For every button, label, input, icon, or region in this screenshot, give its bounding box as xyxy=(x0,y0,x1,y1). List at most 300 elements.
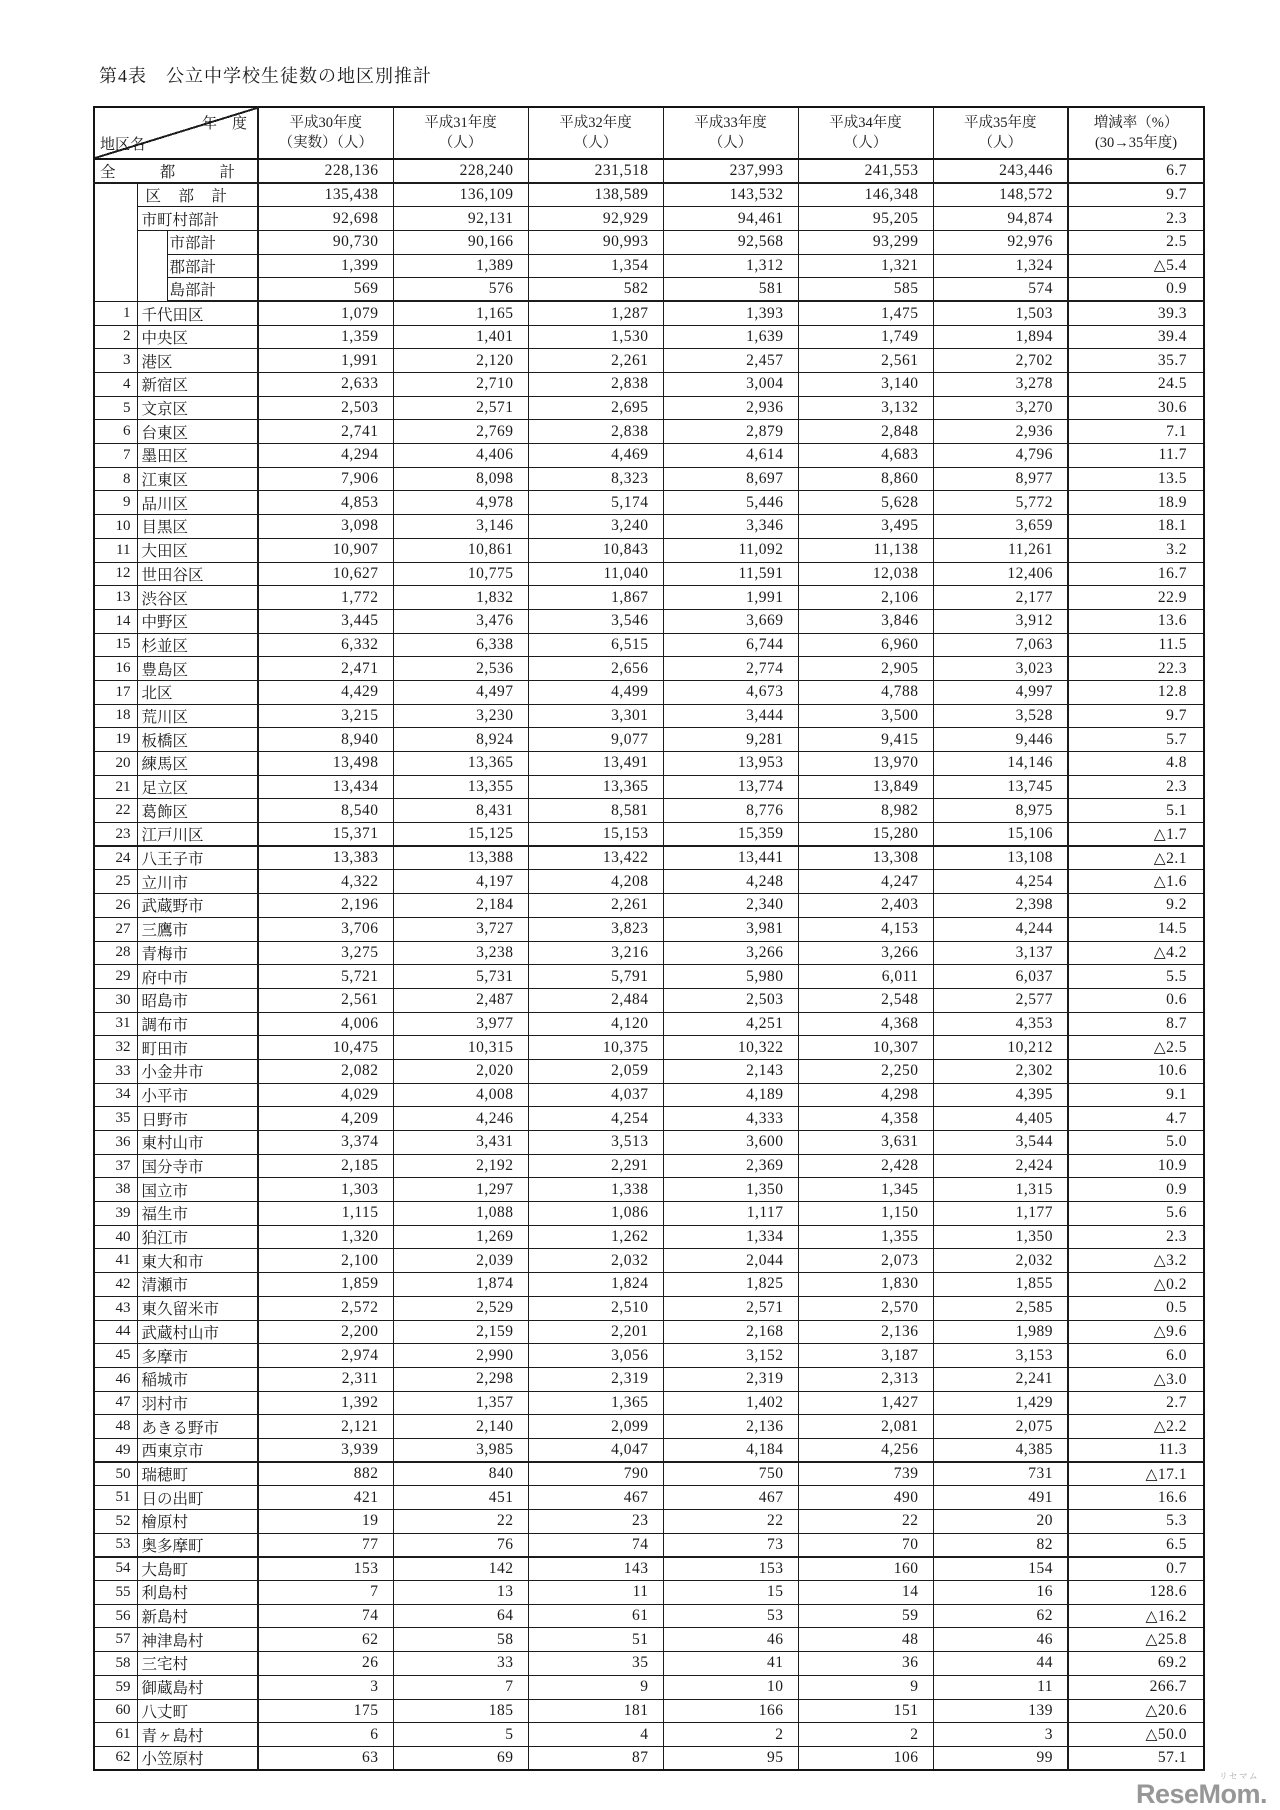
cell-value: 10,307 xyxy=(798,1036,933,1060)
cell-value: 3,346 xyxy=(663,515,798,539)
district-row xyxy=(94,420,1204,444)
corner-label-district: 地区名 xyxy=(100,137,146,153)
row-number: 14 xyxy=(94,609,137,633)
cell-value: 94,874 xyxy=(933,207,1068,231)
cell-value: 13,498 xyxy=(258,752,393,776)
district-name: 青梅市 xyxy=(137,941,258,965)
district-name: あきる野市 xyxy=(137,1415,258,1439)
cell-value: 4,683 xyxy=(798,444,933,468)
district-name: 青ヶ島村 xyxy=(137,1723,258,1747)
district-row xyxy=(94,1391,1204,1415)
cell-value: 8,431 xyxy=(393,799,528,823)
district-row xyxy=(94,467,1204,491)
district-row xyxy=(94,1462,1204,1486)
cell-value: 61 xyxy=(528,1604,663,1628)
cell-value: 10,212 xyxy=(933,1036,1068,1060)
cell-value: 4,673 xyxy=(663,680,798,704)
cell-value: 6 xyxy=(258,1723,393,1747)
district-name: 八丈町 xyxy=(137,1699,258,1723)
cell-value: 1,359 xyxy=(258,325,393,349)
cell-rate: 5.3 xyxy=(1068,1510,1204,1534)
cell-rate: △9.6 xyxy=(1068,1320,1204,1344)
district-name: 三宅村 xyxy=(137,1652,258,1676)
row-number: 51 xyxy=(94,1486,137,1510)
column-header-year-3: 平成33年度 （人） xyxy=(663,107,798,159)
cell-value: 241,553 xyxy=(798,159,933,183)
cell-value: 1,115 xyxy=(258,1202,393,1226)
cell-value: 2,710 xyxy=(393,373,528,397)
row-number: 10 xyxy=(94,515,137,539)
summary-name: 区 部 計 xyxy=(137,183,258,207)
cell-value: 23 xyxy=(528,1510,663,1534)
row-number: 59 xyxy=(94,1675,137,1699)
cell-value: 6,515 xyxy=(528,633,663,657)
cell-value: 5,446 xyxy=(663,491,798,515)
district-row xyxy=(94,538,1204,562)
cell-rate: 24.5 xyxy=(1068,373,1204,397)
cell-value: 4,499 xyxy=(528,680,663,704)
cell-value: 22 xyxy=(798,1510,933,1534)
cell-value: 4,997 xyxy=(933,680,1068,704)
district-row xyxy=(94,846,1204,870)
cell-value: 2,879 xyxy=(663,420,798,444)
cell-value: 8,540 xyxy=(258,799,393,823)
row-number: 45 xyxy=(94,1344,137,1368)
cell-value: 181 xyxy=(528,1699,663,1723)
cell-value: 3,266 xyxy=(663,941,798,965)
cell-value: 94,461 xyxy=(663,207,798,231)
row-number: 48 xyxy=(94,1415,137,1439)
cell-value: 5,721 xyxy=(258,965,393,989)
cell-value: 154 xyxy=(933,1557,1068,1581)
row-number: 28 xyxy=(94,941,137,965)
cell-value: 1,402 xyxy=(663,1391,798,1415)
cell-value: 13,383 xyxy=(258,846,393,870)
cell-value: 8,977 xyxy=(933,467,1068,491)
cell-value: 2,302 xyxy=(933,1059,1068,1083)
cell-rate: 69.2 xyxy=(1068,1652,1204,1676)
cell-value: 1,859 xyxy=(258,1273,393,1297)
cell-value: 231,518 xyxy=(528,159,663,183)
row-number: 43 xyxy=(94,1296,137,1320)
cell-value: 2,838 xyxy=(528,420,663,444)
row-number: 29 xyxy=(94,965,137,989)
cell-value: 1,427 xyxy=(798,1391,933,1415)
cell-value: 138,589 xyxy=(528,183,663,207)
cell-value: 143,532 xyxy=(663,183,798,207)
cell-value: 2,536 xyxy=(393,657,528,681)
cell-value: 1,324 xyxy=(933,254,1068,278)
cell-value: 2,059 xyxy=(528,1059,663,1083)
row-number: 34 xyxy=(94,1083,137,1107)
district-name: 国立市 xyxy=(137,1178,258,1202)
row-number: 6 xyxy=(94,420,137,444)
district-row xyxy=(94,373,1204,397)
district-row xyxy=(94,1320,1204,1344)
district-name: 利島村 xyxy=(137,1581,258,1605)
district-name: 昭島市 xyxy=(137,988,258,1012)
cell-value: 106 xyxy=(798,1746,933,1770)
cell-rate: 0.7 xyxy=(1068,1557,1204,1581)
cell-value: 4,614 xyxy=(663,444,798,468)
cell-value: 13,434 xyxy=(258,775,393,799)
cell-rate: 7.1 xyxy=(1068,420,1204,444)
row-number: 40 xyxy=(94,1225,137,1249)
cell-value: 2,039 xyxy=(393,1249,528,1273)
cell-value: 3,023 xyxy=(933,657,1068,681)
cell-rate: 6.7 xyxy=(1068,159,1204,183)
cell-value: 2,250 xyxy=(798,1059,933,1083)
cell-rate: 10.9 xyxy=(1068,1154,1204,1178)
cell-value: 13,491 xyxy=(528,752,663,776)
cell-rate: △1.6 xyxy=(1068,870,1204,894)
cell-value: 92,929 xyxy=(528,207,663,231)
district-name: 台東区 xyxy=(137,420,258,444)
cell-value: 185 xyxy=(393,1699,528,1723)
summary-row xyxy=(94,207,1204,231)
row-number: 9 xyxy=(94,491,137,515)
cell-rate: △0.2 xyxy=(1068,1273,1204,1297)
cell-value: 2,577 xyxy=(933,988,1068,1012)
cell-value: 2,769 xyxy=(393,420,528,444)
row-number: 15 xyxy=(94,633,137,657)
indent-spacer xyxy=(94,183,137,301)
district-row xyxy=(94,1131,1204,1155)
district-name: 小金井市 xyxy=(137,1059,258,1083)
cell-value: 2 xyxy=(798,1723,933,1747)
cell-rate: 14.5 xyxy=(1068,917,1204,941)
row-number: 58 xyxy=(94,1652,137,1676)
row-number: 22 xyxy=(94,799,137,823)
cell-value: 4,047 xyxy=(528,1438,663,1462)
cell-value: 2,081 xyxy=(798,1415,933,1439)
cell-value: 10 xyxy=(663,1675,798,1699)
district-row xyxy=(94,301,1204,325)
cell-value: 1,354 xyxy=(528,254,663,278)
cell-value: 2,319 xyxy=(663,1367,798,1391)
district-name: 大島町 xyxy=(137,1557,258,1581)
cell-value: 51 xyxy=(528,1628,663,1652)
cell-value: 8,776 xyxy=(663,799,798,823)
district-row xyxy=(94,1723,1204,1747)
cell-value: 4,184 xyxy=(663,1438,798,1462)
cell-value: 1,320 xyxy=(258,1225,393,1249)
cell-value: 13,774 xyxy=(663,775,798,799)
cell-value: 1,991 xyxy=(663,586,798,610)
cell-value: 146,348 xyxy=(798,183,933,207)
cell-rate: 6.5 xyxy=(1068,1533,1204,1557)
district-row xyxy=(94,1699,1204,1723)
cell-value: 93,299 xyxy=(798,230,933,254)
cell-value: 82 xyxy=(933,1533,1068,1557)
cell-value: 2,457 xyxy=(663,349,798,373)
district-row xyxy=(94,396,1204,420)
cell-value: 13,970 xyxy=(798,752,933,776)
cell-value: 1,269 xyxy=(393,1225,528,1249)
cell-rate: △1.7 xyxy=(1068,823,1204,847)
district-row xyxy=(94,680,1204,704)
cell-value: 63 xyxy=(258,1746,393,1770)
cell-value: 576 xyxy=(393,278,528,302)
cell-value: 8,860 xyxy=(798,467,933,491)
row-number: 42 xyxy=(94,1273,137,1297)
cell-rate: △2.1 xyxy=(1068,846,1204,870)
cell-value: 2,487 xyxy=(393,988,528,1012)
district-row xyxy=(94,1604,1204,1628)
row-number: 32 xyxy=(94,1036,137,1060)
cell-value: 77 xyxy=(258,1533,393,1557)
cell-value: 3,977 xyxy=(393,1012,528,1036)
district-name: 町田市 xyxy=(137,1036,258,1060)
cell-value: 2,177 xyxy=(933,586,1068,610)
cell-value: 790 xyxy=(528,1462,663,1486)
cell-value: 10,907 xyxy=(258,538,393,562)
cell-value: 2,974 xyxy=(258,1344,393,1368)
cell-value: 4,120 xyxy=(528,1012,663,1036)
district-name: 八王子市 xyxy=(137,846,258,870)
cell-rate: 11.7 xyxy=(1068,444,1204,468)
cell-value: 10,775 xyxy=(393,562,528,586)
cell-value: 3,132 xyxy=(798,396,933,420)
cell-value: 2,298 xyxy=(393,1367,528,1391)
cell-value: 12,406 xyxy=(933,562,1068,586)
cell-value: 15,359 xyxy=(663,823,798,847)
district-name: 文京区 xyxy=(137,396,258,420)
cell-value: 3,275 xyxy=(258,941,393,965)
cell-value: 8,924 xyxy=(393,728,528,752)
cell-value: 2,561 xyxy=(258,988,393,1012)
cell-value: 4,469 xyxy=(528,444,663,468)
row-number: 60 xyxy=(94,1699,137,1723)
cell-rate: 2.3 xyxy=(1068,1225,1204,1249)
cell-value: 2,020 xyxy=(393,1059,528,1083)
cell-value: 4,006 xyxy=(258,1012,393,1036)
cell-value: 4,189 xyxy=(663,1083,798,1107)
cell-value: 2,319 xyxy=(528,1367,663,1391)
cell-value: 582 xyxy=(528,278,663,302)
cell-rate: 18.1 xyxy=(1068,515,1204,539)
cell-value: 2,082 xyxy=(258,1059,393,1083)
cell-value: 15,106 xyxy=(933,823,1068,847)
cell-value: 73 xyxy=(663,1533,798,1557)
cell-value: 8,581 xyxy=(528,799,663,823)
cell-value: 3,669 xyxy=(663,609,798,633)
cell-value: 8,697 xyxy=(663,467,798,491)
cell-value: 4,405 xyxy=(933,1107,1068,1131)
district-row xyxy=(94,941,1204,965)
cell-value: 10,861 xyxy=(393,538,528,562)
district-name: 墨田区 xyxy=(137,444,258,468)
district-row xyxy=(94,1154,1204,1178)
cell-value: 3,476 xyxy=(393,609,528,633)
cell-value: 2,702 xyxy=(933,349,1068,373)
district-name: 小平市 xyxy=(137,1083,258,1107)
cell-value: 135,438 xyxy=(258,183,393,207)
cell-value: 7,906 xyxy=(258,467,393,491)
cell-value: 2,261 xyxy=(528,349,663,373)
cell-value: 4,368 xyxy=(798,1012,933,1036)
district-row xyxy=(94,704,1204,728)
row-number: 31 xyxy=(94,1012,137,1036)
cell-rate: △4.2 xyxy=(1068,941,1204,965)
cell-value: 750 xyxy=(663,1462,798,1486)
cell-value: 1,350 xyxy=(663,1178,798,1202)
district-name: 日の出町 xyxy=(137,1486,258,1510)
cell-value: 8,098 xyxy=(393,467,528,491)
cell-value: 1,855 xyxy=(933,1273,1068,1297)
cell-value: 2,503 xyxy=(663,988,798,1012)
summary-row xyxy=(94,159,1204,183)
cell-value: 13,365 xyxy=(393,752,528,776)
cell-rate: 16.7 xyxy=(1068,562,1204,586)
cell-value: 13,422 xyxy=(528,846,663,870)
row-number: 56 xyxy=(94,1604,137,1628)
district-row xyxy=(94,1296,1204,1320)
district-name: 瑞穂町 xyxy=(137,1462,258,1486)
cell-value: 2,192 xyxy=(393,1154,528,1178)
row-number: 50 xyxy=(94,1462,137,1486)
cell-value: 4,497 xyxy=(393,680,528,704)
resemom-logo xyxy=(1136,1771,1267,1807)
cell-value: 581 xyxy=(663,278,798,302)
indent-spacer xyxy=(137,230,167,301)
row-number: 17 xyxy=(94,680,137,704)
district-row xyxy=(94,1415,1204,1439)
cell-rate: 266.7 xyxy=(1068,1675,1204,1699)
column-header-year-4: 平成34年度 （人） xyxy=(798,107,933,159)
cell-rate: 4.7 xyxy=(1068,1107,1204,1131)
district-row xyxy=(94,325,1204,349)
cell-rate: 22.9 xyxy=(1068,586,1204,610)
cell-rate: 11.3 xyxy=(1068,1438,1204,1462)
cell-value: 4,197 xyxy=(393,870,528,894)
cell-rate: △3.0 xyxy=(1068,1367,1204,1391)
cell-value: 3,230 xyxy=(393,704,528,728)
cell-rate: △20.6 xyxy=(1068,1699,1204,1723)
district-row xyxy=(94,775,1204,799)
district-name: 調布市 xyxy=(137,1012,258,1036)
cell-value: 62 xyxy=(933,1604,1068,1628)
summary-name: 全 都 計 xyxy=(94,159,258,183)
cell-value: 1,429 xyxy=(933,1391,1068,1415)
cell-value: 26 xyxy=(258,1652,393,1676)
cell-value: 59 xyxy=(798,1604,933,1628)
cell-value: 1,365 xyxy=(528,1391,663,1415)
row-number: 12 xyxy=(94,562,137,586)
cell-value: 1,503 xyxy=(933,301,1068,325)
cell-value: 2,140 xyxy=(393,1415,528,1439)
cell-rate: 11.5 xyxy=(1068,633,1204,657)
district-name: 福生市 xyxy=(137,1202,258,1226)
row-number: 21 xyxy=(94,775,137,799)
cell-value: 1,334 xyxy=(663,1225,798,1249)
district-name: 新宿区 xyxy=(137,373,258,397)
summary-row xyxy=(94,278,1204,302)
cell-value: 10,322 xyxy=(663,1036,798,1060)
district-row xyxy=(94,1036,1204,1060)
cell-rate: 2.3 xyxy=(1068,775,1204,799)
row-number: 46 xyxy=(94,1367,137,1391)
cell-value: 1,389 xyxy=(393,254,528,278)
cell-value: 3,146 xyxy=(393,515,528,539)
district-row xyxy=(94,1059,1204,1083)
cell-value: 14,146 xyxy=(933,752,1068,776)
cell-value: 4 xyxy=(528,1723,663,1747)
cell-value: 3,823 xyxy=(528,917,663,941)
cell-rate: △50.0 xyxy=(1068,1723,1204,1747)
column-header-year-5: 平成35年度 （人） xyxy=(933,107,1068,159)
cell-value: 3,546 xyxy=(528,609,663,633)
cell-value: 228,136 xyxy=(258,159,393,183)
row-number: 7 xyxy=(94,444,137,468)
row-number: 47 xyxy=(94,1391,137,1415)
cell-value: 10,843 xyxy=(528,538,663,562)
cell-value: 160 xyxy=(798,1557,933,1581)
row-number: 39 xyxy=(94,1202,137,1226)
cell-value: 3,004 xyxy=(663,373,798,397)
cell-value: 3,266 xyxy=(798,941,933,965)
cell-rate: 12.8 xyxy=(1068,680,1204,704)
district-name: 中野区 xyxy=(137,609,258,633)
cell-value: 5,731 xyxy=(393,965,528,989)
cell-value: 1,355 xyxy=(798,1225,933,1249)
district-row xyxy=(94,1675,1204,1699)
cell-value: 2,484 xyxy=(528,988,663,1012)
cell-value: 2 xyxy=(663,1723,798,1747)
cell-value: 451 xyxy=(393,1486,528,1510)
district-name: 東村山市 xyxy=(137,1131,258,1155)
cell-value: 92,131 xyxy=(393,207,528,231)
cell-value: 243,446 xyxy=(933,159,1068,183)
cell-value: 491 xyxy=(933,1486,1068,1510)
cell-rate: △2.5 xyxy=(1068,1036,1204,1060)
cell-value: 3,985 xyxy=(393,1438,528,1462)
cell-value: 99 xyxy=(933,1746,1068,1770)
cell-value: 2,428 xyxy=(798,1154,933,1178)
district-row xyxy=(94,1628,1204,1652)
cell-value: 4,247 xyxy=(798,870,933,894)
cell-value: 92,568 xyxy=(663,230,798,254)
cell-value: 731 xyxy=(933,1462,1068,1486)
cell-value: 2,136 xyxy=(798,1320,933,1344)
district-name: 多摩市 xyxy=(137,1344,258,1368)
cell-rate: 2.5 xyxy=(1068,230,1204,254)
cell-value: 9,281 xyxy=(663,728,798,752)
cell-value: 2,905 xyxy=(798,657,933,681)
cell-value: 136,109 xyxy=(393,183,528,207)
cell-value: 4,429 xyxy=(258,680,393,704)
cell-value: 4,246 xyxy=(393,1107,528,1131)
cell-rate: 18.9 xyxy=(1068,491,1204,515)
cell-value: 4,208 xyxy=(528,870,663,894)
row-number: 1 xyxy=(94,301,137,325)
cell-value: 1,262 xyxy=(528,1225,663,1249)
cell-value: 76 xyxy=(393,1533,528,1557)
cell-value: 13,355 xyxy=(393,775,528,799)
cell-value: 2,100 xyxy=(258,1249,393,1273)
cell-value: 151 xyxy=(798,1699,933,1723)
cell-value: 2,571 xyxy=(663,1296,798,1320)
district-name: 千代田区 xyxy=(137,301,258,325)
cell-value: 1,357 xyxy=(393,1391,528,1415)
cell-value: 3,431 xyxy=(393,1131,528,1155)
cell-value: 13,745 xyxy=(933,775,1068,799)
cell-value: 1,392 xyxy=(258,1391,393,1415)
cell-value: 90,730 xyxy=(258,230,393,254)
cell-value: 4,353 xyxy=(933,1012,1068,1036)
cell-value: 6,332 xyxy=(258,633,393,657)
row-number: 27 xyxy=(94,917,137,941)
